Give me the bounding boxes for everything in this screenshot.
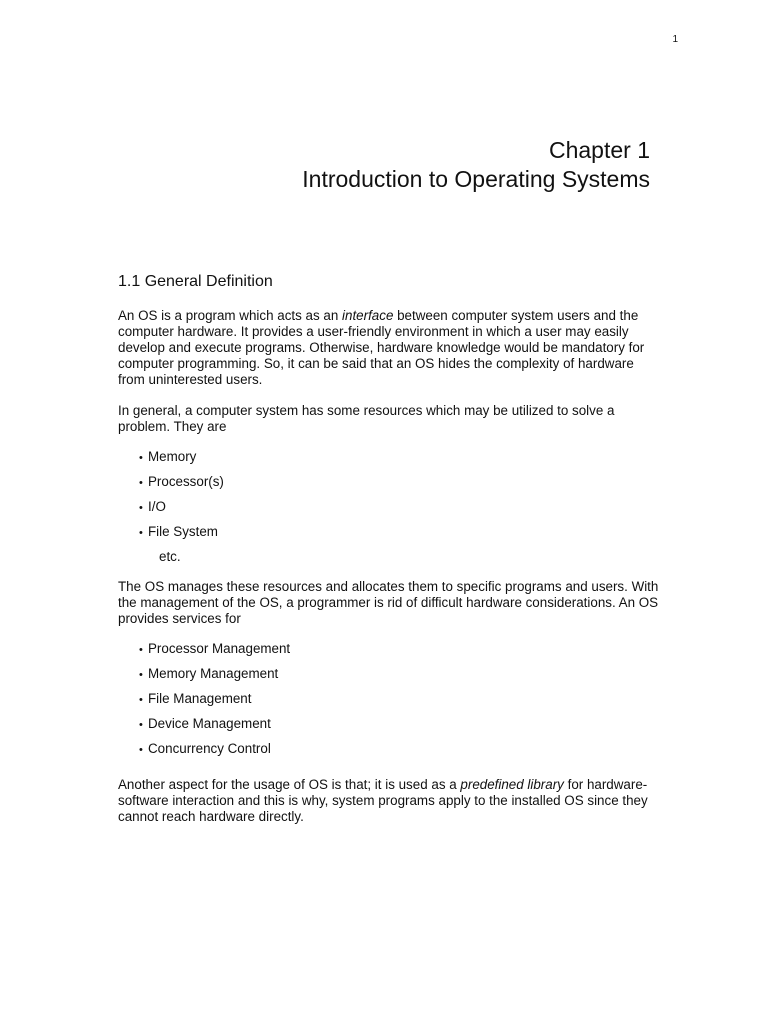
list-item [139,474,663,491]
list-item [139,691,663,708]
services-list [118,641,663,758]
resources-etc: etc. [159,549,181,564]
list-item [139,524,663,541]
bullet-icon: • [139,452,143,464]
list-item [139,716,663,733]
page-number: 1 [672,34,678,45]
list-item-label: Processor Management [148,641,291,656]
chapter-heading [302,136,650,194]
list-item-label: Processor(s) [148,474,224,489]
section-title: 1.1 General Definition [118,273,273,290]
list-item [139,499,663,516]
services-intro-paragraph: The OS manages these resources and allocates them to specific programs and users. With the management of the OS, a programmer is rid of difficult hardware considerations. An OS provides services for [118,579,659,626]
chapter-number: Chapter 1 [548,137,650,163]
bullet-icon: • [139,644,143,656]
bullet-icon: • [139,694,143,706]
list-item-label: I/O [148,499,166,514]
bullet-icon: • [139,744,143,756]
list-item-label: Concurrency Control [148,741,271,756]
document-body [118,274,663,840]
definition-text-end: between computer system users and the computer hardware. It provides a user-friendly environment in which a user may easily develop and execute programs. Otherwise, hardware knowledge would be mandatory for computer programming. So, it can be said that an OS hides the complexity of hardware from uninterested users. [118,308,645,387]
library-text-end: for hardware-software interaction and this is why, system programs apply to the installed OS since they cannot reach hardware directly. [118,777,648,824]
bullet-icon: • [139,527,143,539]
list-item-label: File System [148,524,218,539]
bullet-icon: • [139,477,143,489]
list-item [139,641,663,658]
definition-emphasis: interface [342,308,394,323]
chapter-title: Introduction to Operating Systems [302,166,650,192]
list-item-label: Memory [148,449,197,464]
list-item-label: Device Management [148,716,271,731]
resources-list [118,449,663,541]
resources-intro-paragraph: In general, a computer system has some resources which may be utilized to solve a problem. They are [118,403,615,434]
list-item [139,449,663,466]
list-item [139,666,663,683]
list-item-label: File Management [148,691,252,706]
bullet-icon: • [139,719,143,731]
bullet-icon: • [139,502,143,514]
bullet-icon: • [139,669,143,681]
library-emphasis: predefined library [460,777,564,792]
definition-paragraph [118,308,663,388]
list-item [139,741,663,758]
library-text-start: Another aspect for the usage of OS is that; it is used as a [118,777,461,792]
definition-text-start: An OS is a program which acts as an [118,308,343,323]
library-paragraph [118,777,663,825]
list-item-label: Memory Management [148,666,279,681]
